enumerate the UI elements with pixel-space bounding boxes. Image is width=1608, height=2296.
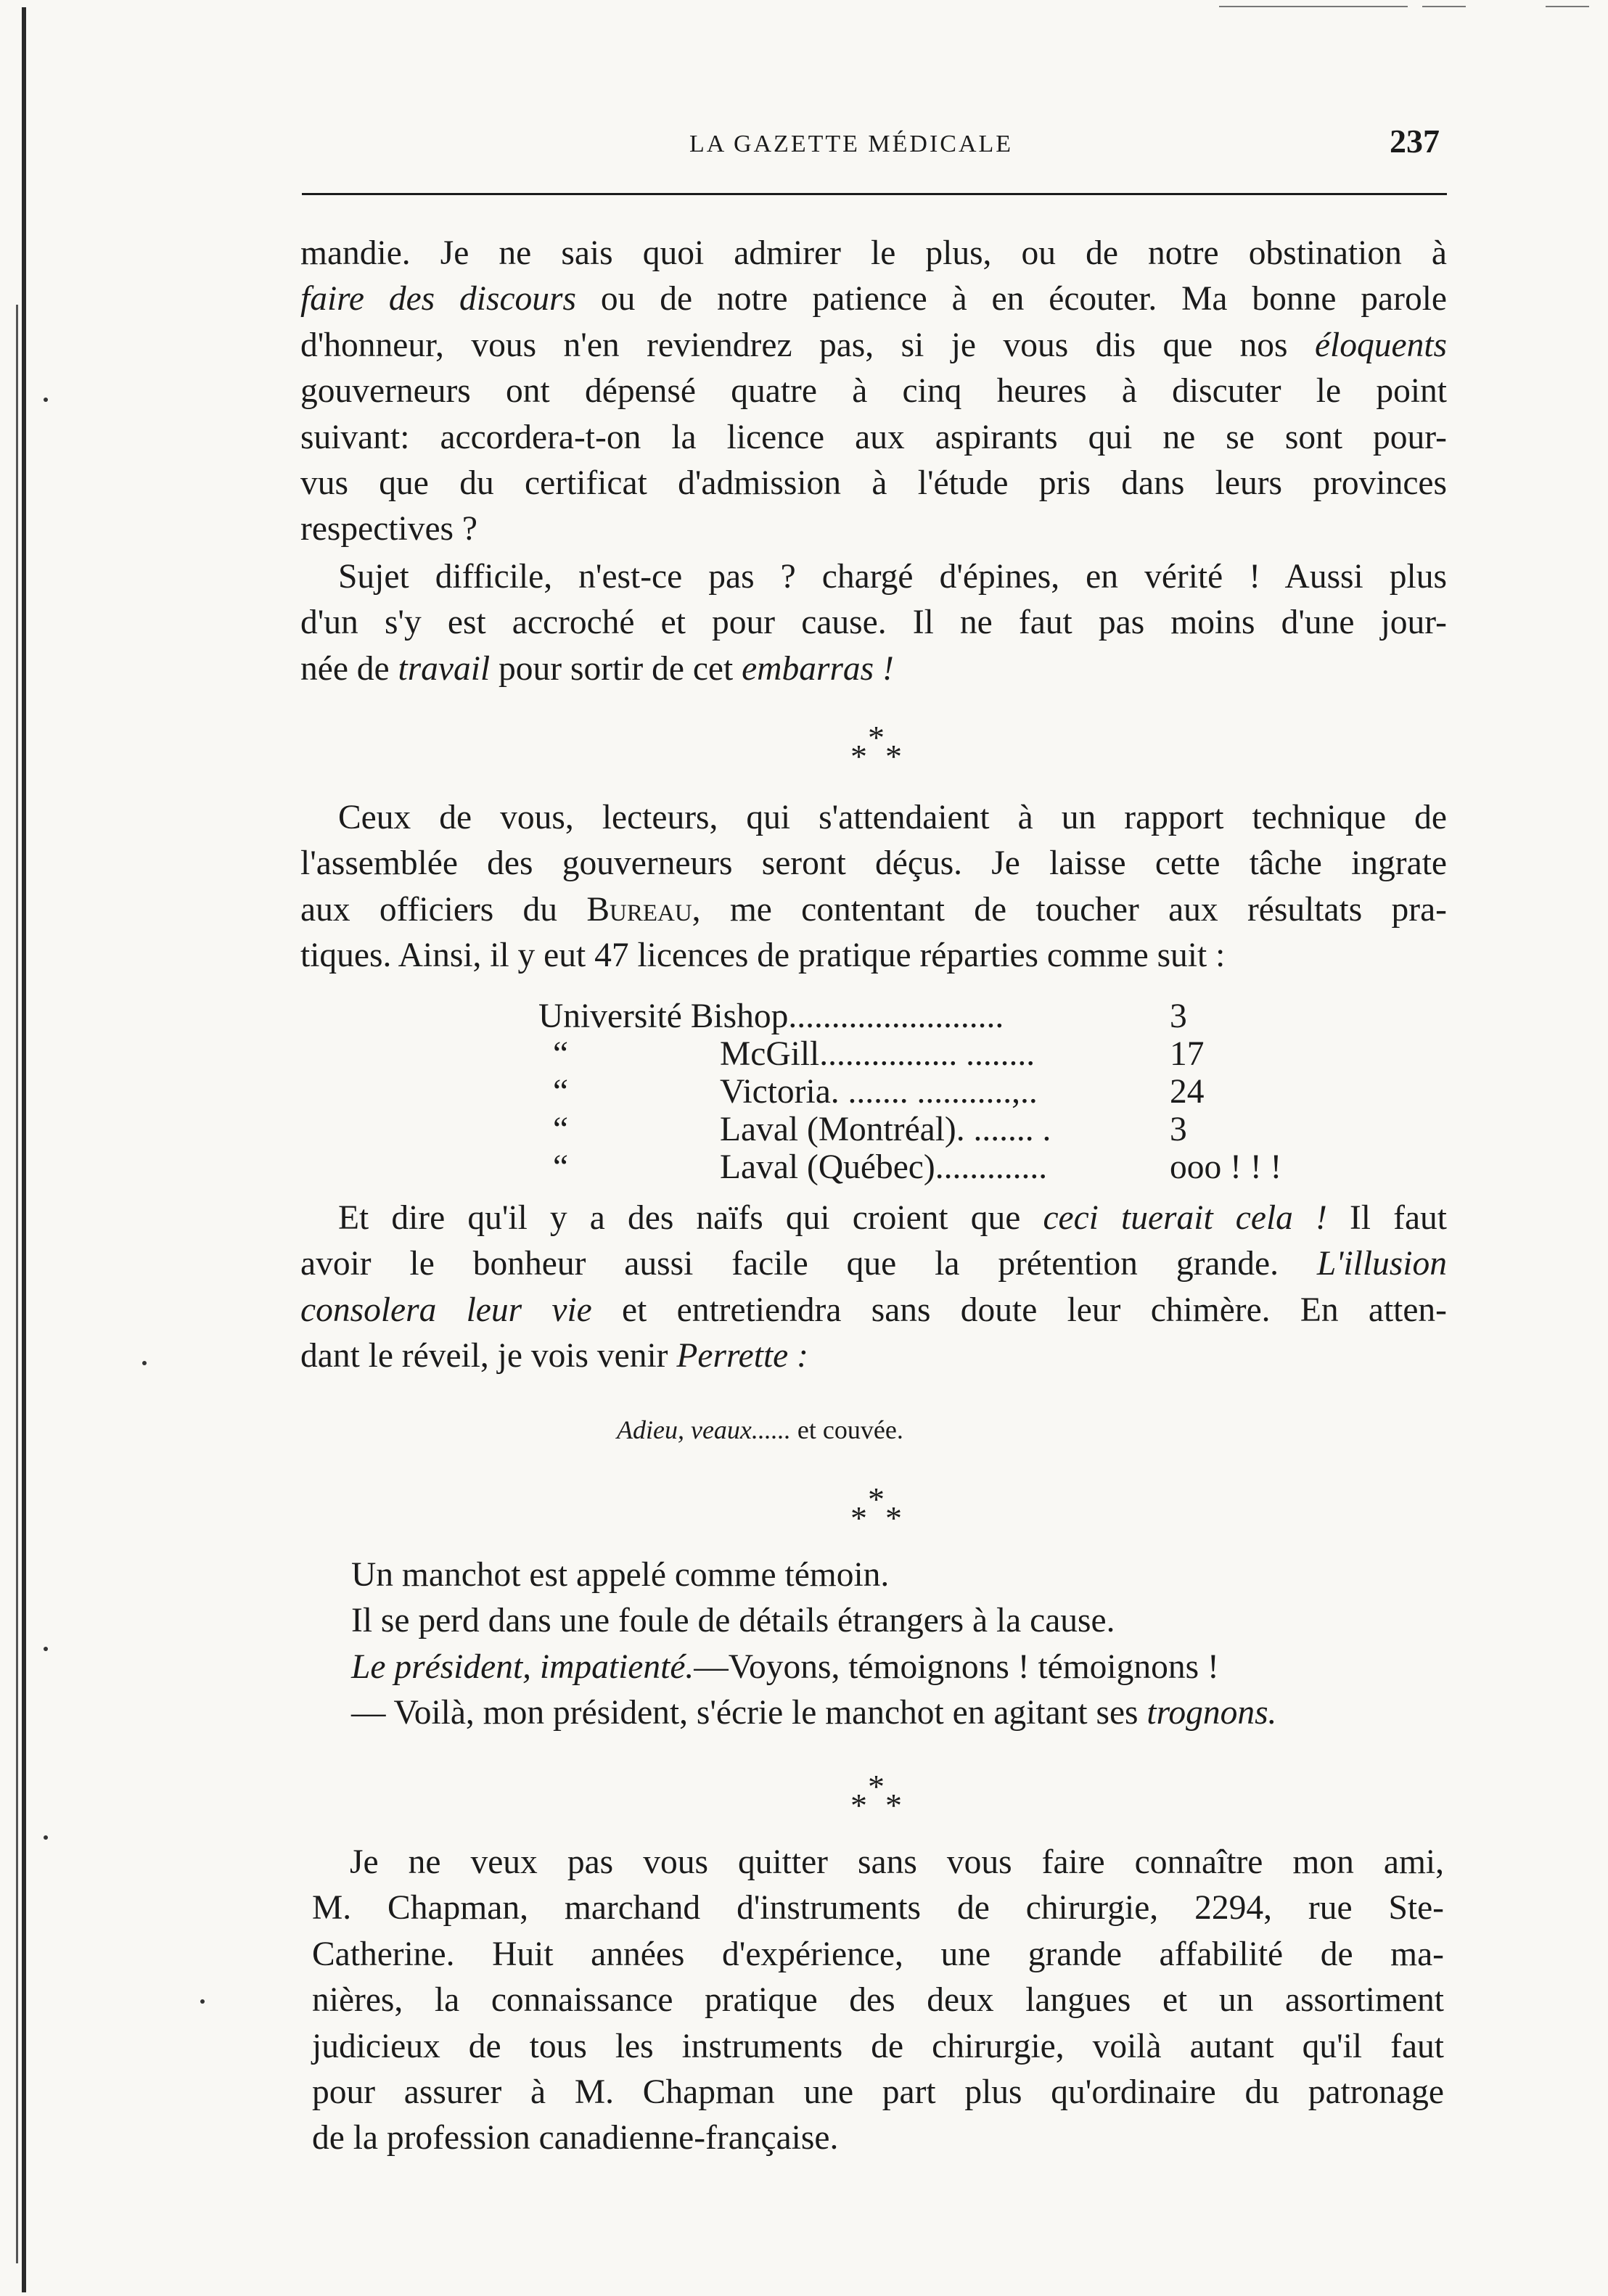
italic-text: consolera leur vie (300, 1291, 592, 1329)
anecdote (351, 1552, 1454, 1737)
ditto-mark: “ (553, 1035, 569, 1073)
text-line: l'assemblée des gouverneurs seront déçus. Je laisse cette tâche ingrate (300, 844, 1447, 883)
page-speck (200, 1999, 205, 2004)
small-caps-text: Bureau (586, 890, 692, 929)
paragraph-2 (300, 554, 1447, 692)
top-edge-dash (1219, 6, 1408, 7)
italic-text: trognons. (1146, 1694, 1277, 1732)
margin-mark (44, 398, 48, 402)
list-item-count: 24 (1170, 1073, 1205, 1111)
asterism-divider: * * * (850, 1768, 902, 1824)
text-line: Le président, impatienté.—Voyons, témoignons ! témoignons ! (351, 1647, 1219, 1686)
list-item (538, 1034, 1308, 1072)
running-title: LA GAZETTE MÉDICALE (689, 131, 1014, 157)
text-line: Catherine. Huit années d'expérience, une grande affabilité de ma- (312, 1935, 1444, 1973)
list-item (538, 997, 1308, 1034)
text-line: tiques. Ainsi, il y eut 47 licences de pratique réparties comme suit : (300, 937, 1226, 975)
left-margin-rule (22, 7, 26, 2292)
text-line: d'honneur, vous n'en reviendrez pas, si je vous dis que nos éloquents (300, 326, 1447, 364)
text-line: mandie. Je ne sais quoi admirer le plus, ou de notre obstination à (300, 234, 1447, 272)
text-line: dant le réveil, je vois venir Perrette : (300, 1337, 808, 1375)
licence-list (538, 997, 1308, 1185)
left-margin-rule-thin (16, 305, 18, 2263)
list-item (538, 1072, 1308, 1110)
paragraph-3 (300, 795, 1447, 979)
ditto-mark: “ (553, 1111, 569, 1148)
list-item-name: Laval (Québec)............. (720, 1148, 1048, 1186)
asterism-divider: * * * (850, 1481, 902, 1536)
text-line: Un manchot est appelé comme témoin. (351, 1556, 890, 1594)
list-item-count: ooo ! ! ! (1170, 1148, 1282, 1186)
text-line: faire des discours ou de notre patience à en écouter. Ma bonne parole (300, 280, 1447, 318)
paragraph-5 (312, 1840, 1444, 2162)
text-line: Je ne veux pas vous quitter sans vous faire connaître mon ami, (350, 1843, 1444, 1881)
list-item-name: Laval (Montréal). ....... . (720, 1111, 1051, 1148)
text-line: née de travail pour sortir de cet embarras ! (300, 649, 894, 688)
text-line: judicieux de tous les instruments de chirurgie, voilà autant qu'il faut (312, 2027, 1444, 2065)
paragraph-1 (300, 231, 1447, 553)
italic-text: Perrette : (676, 1337, 808, 1375)
ditto-mark: “ (553, 1073, 569, 1111)
text-line: M. Chapman, marchand d'instruments de chirurgie, 2294, rue Ste- (312, 1889, 1444, 1927)
text-line: gouverneurs ont dépensé quatre à cinq heures à discuter le point (300, 372, 1447, 411)
list-item (538, 1110, 1308, 1148)
italic-text: faire des discours (300, 280, 577, 318)
italic-text: Adieu, veaux...... (617, 1415, 791, 1444)
top-edge-dash (1546, 6, 1589, 7)
text-line: Il se perd dans une foule de détails étrangers à la cause. (351, 1602, 1115, 1640)
list-item-name: McGill................ ........ (720, 1035, 1035, 1073)
page-number: 237 (1390, 123, 1440, 160)
text-line: Ceux de vous, lecteurs, qui s'attendaient à un rapport technique de (338, 799, 1447, 836)
header-rule (302, 193, 1447, 195)
text-line: suivant: accordera-t-on la licence aux aspirants qui ne se sont pour- (300, 418, 1447, 456)
margin-mark (44, 1835, 48, 1840)
italic-text: L'illusion (1316, 1245, 1447, 1283)
text-line: Et dire qu'il y a des naïfs qui croient que ceci tuerait cela ! Il faut (338, 1199, 1447, 1237)
text-line: nières, la connaissance pratique des deux langues et un assortiment (312, 1981, 1444, 2020)
page-speck (142, 1361, 147, 1365)
text-line: vus que du certificat d'admission à l'étude pris dans leurs provinces (300, 464, 1447, 503)
text-line: aux officiers du Bureau, me contentant de toucher aux résultats pra- (300, 890, 1447, 929)
list-item-count: 3 (1170, 1111, 1187, 1148)
text-line: de la profession canadienne-française. (312, 2119, 839, 2157)
text-line: Sujet difficile, n'est-ce pas ? chargé d'épines, en vérité ! Aussi plus (338, 558, 1447, 596)
list-item-count: 3 (1170, 997, 1187, 1035)
text-line: d'un s'y est accroché et pour cause. Il ne faut pas moins d'une jour- (300, 604, 1447, 642)
ditto-mark: “ (553, 1148, 569, 1186)
quotation: Adieu, veaux...... et couvée. (617, 1415, 903, 1444)
text-line: pour assurer à M. Chapman une part plus qu'ordinaire du patronage (312, 2073, 1444, 2112)
asterism-divider: * * * (850, 719, 902, 775)
running-header (305, 122, 1445, 173)
text-line: consolera leur vie et entretiendra sans doute leur chimère. En atten- (300, 1291, 1448, 1329)
italic-text: éloquents (1314, 326, 1447, 364)
text-line: — Voilà, mon président, s'écrie le manchot en agitant ses trognons. (351, 1694, 1277, 1732)
list-item-name: Victoria. ....... ...........,.. (720, 1073, 1038, 1111)
paragraph-4 (300, 1196, 1447, 1380)
text-line: respectives ? (300, 510, 477, 548)
list-item-count: 17 (1170, 1035, 1205, 1073)
italic-text: travail (398, 649, 491, 688)
list-item-name: Université Bishop......................... (538, 997, 1004, 1035)
italic-text: ceci tuerait cela ! (1043, 1199, 1327, 1237)
top-edge-dash (1422, 6, 1466, 7)
italic-text: Le président, impatienté. (351, 1647, 694, 1686)
italic-text: embarras ! (742, 649, 894, 688)
list-item (538, 1148, 1308, 1185)
margin-mark (44, 1647, 48, 1651)
text-line: avoir le bonheur aussi facile que la prétention grande. L'illusion (300, 1245, 1447, 1283)
